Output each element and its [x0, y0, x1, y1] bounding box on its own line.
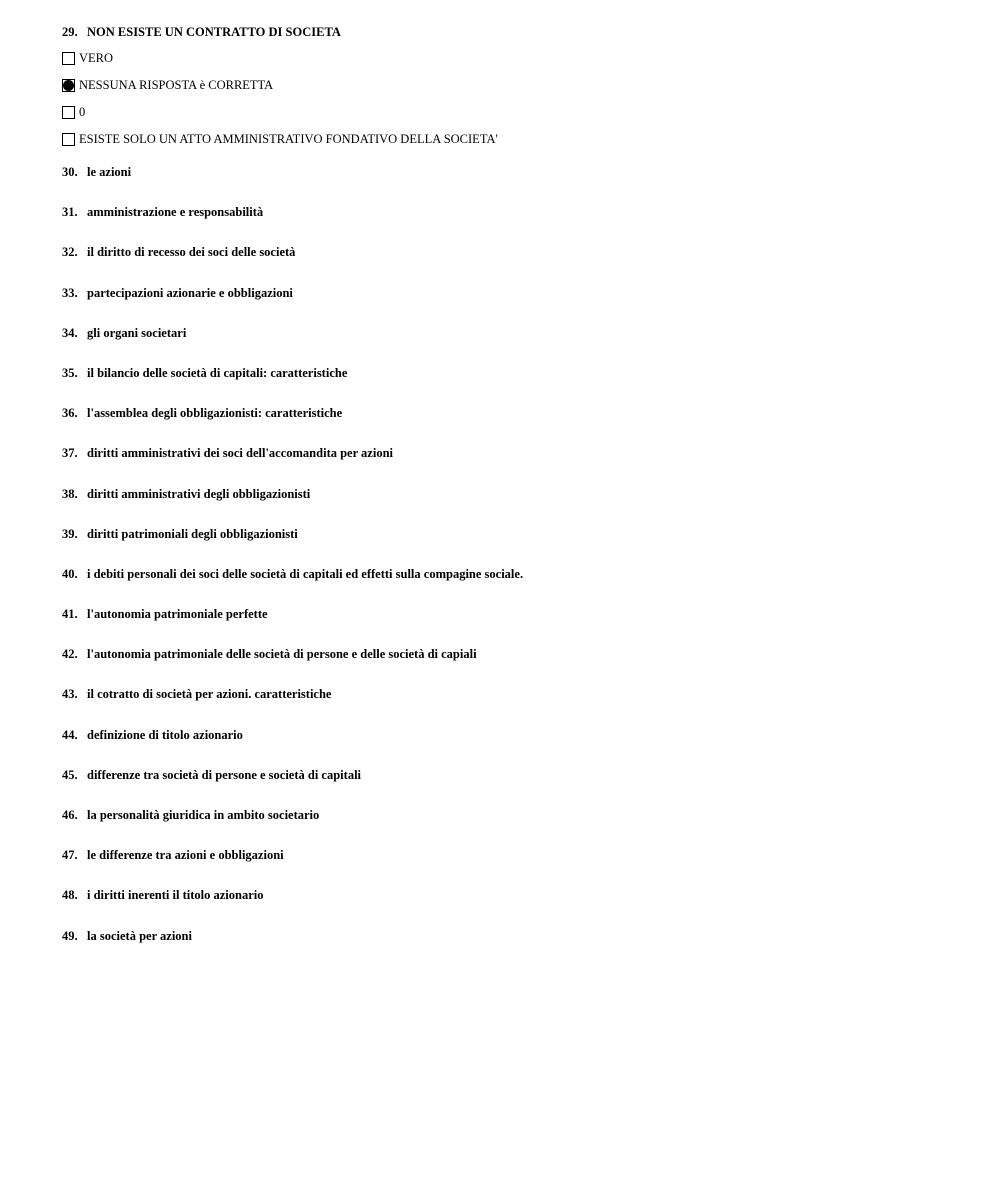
checkbox-icon[interactable]	[62, 133, 75, 146]
question-text: le azioni	[87, 165, 132, 179]
question-item	[62, 363, 962, 403]
question-number: 30.	[62, 165, 78, 179]
question-number: 37.	[62, 446, 78, 461]
question-number: 35.	[62, 365, 78, 380]
question-text: i diritti inerenti il titolo azionario	[87, 888, 264, 903]
checkbox-icon[interactable]	[62, 79, 75, 92]
question-text: il bilancio delle società di capitali: caratteristiche	[87, 365, 348, 380]
checkbox-icon[interactable]	[62, 52, 75, 65]
question-number: 43.	[62, 687, 78, 702]
question-number: 31.	[62, 205, 78, 220]
question-item	[62, 323, 962, 363]
question-text: l'autonomia patrimoniale delle società di persone e delle società di capiali	[87, 647, 477, 662]
question-number: 46.	[62, 808, 78, 822]
question-item	[62, 765, 962, 805]
question-number: 34.	[62, 325, 78, 340]
option-nessuna-risposta-corretta[interactable]	[62, 76, 962, 94]
question-text: diritti amministrativi degli obbligazionisti	[87, 486, 311, 501]
question-number: 49.	[62, 928, 78, 943]
question-number: 44.	[62, 727, 78, 742]
question-number: 32.	[62, 245, 78, 260]
question-item	[62, 484, 962, 524]
option-label: NESSUNA RISPOSTA è CORRETTA	[79, 77, 274, 92]
option-zero[interactable]	[62, 103, 962, 121]
option-vero[interactable]	[62, 49, 962, 67]
question-number: 33.	[62, 285, 78, 300]
question-item	[62, 845, 962, 885]
question-text: l'assemblea degli obbligazionisti: caratteristiche	[87, 406, 343, 421]
question-item	[62, 885, 962, 925]
question-item	[62, 564, 962, 604]
question-list	[62, 162, 962, 966]
question-text: il cotratto di società per azioni. caratteristiche	[87, 687, 332, 702]
option-label: VERO	[79, 50, 114, 65]
question-text: diritti amministrativi dei soci dell'accomandita per azioni	[87, 446, 393, 461]
question-item	[62, 604, 962, 644]
question-number: 36.	[62, 406, 78, 421]
question-number: 47.	[62, 848, 78, 863]
question-number: 38.	[62, 486, 78, 501]
question-number: 40.	[62, 566, 78, 581]
question-number: 45.	[62, 767, 78, 782]
question-text: gli organi societari	[87, 325, 187, 340]
option-label: ESISTE SOLO UN ATTO AMMINISTRATIVO FONDATIVO DELLA SOCIETA'	[79, 131, 498, 146]
question-item	[62, 403, 962, 443]
question-text: la personalità giuridica in ambito societario	[87, 808, 320, 822]
question-item	[62, 162, 962, 202]
question-text: l'autonomia patrimoniale perfette	[87, 607, 268, 622]
question-text: definizione di titolo azionario	[87, 727, 243, 742]
question-item	[62, 242, 962, 282]
answer-options	[62, 49, 962, 148]
question-item	[62, 283, 962, 323]
question-number: 29.	[62, 25, 78, 39]
question-text: NON ESISTE UN CONTRATTO DI SOCIETA	[87, 25, 341, 39]
question-text: il diritto di recesso dei soci delle società	[87, 245, 296, 260]
question-item	[62, 202, 962, 242]
question-number: 39.	[62, 526, 78, 541]
quiz-document	[62, 22, 962, 966]
option-atto-amministrativo[interactable]	[62, 130, 962, 148]
question-item	[62, 725, 962, 765]
question-29	[62, 22, 962, 42]
question-item	[62, 443, 962, 483]
question-text: la società per azioni	[87, 928, 192, 943]
option-label: 0	[79, 104, 86, 119]
question-text: amministrazione e responsabilità	[87, 205, 264, 220]
question-number: 48.	[62, 888, 78, 903]
question-item	[62, 684, 962, 724]
question-text: differenze tra società di persone e società di capitali	[87, 767, 362, 782]
question-text: diritti patrimoniali degli obbligazionisti	[87, 526, 298, 541]
question-item	[62, 524, 962, 564]
question-item	[62, 805, 962, 845]
question-number: 42.	[62, 647, 78, 662]
question-item	[62, 644, 962, 684]
checkbox-icon[interactable]	[62, 106, 75, 119]
question-text: le differenze tra azioni e obbligazioni	[87, 848, 284, 863]
question-text: partecipazioni azionarie e obbligazioni	[87, 285, 293, 300]
question-text: i debiti personali dei soci delle società di capitali ed effetti sulla compagine sociale.	[87, 566, 524, 581]
question-number: 41.	[62, 607, 78, 622]
question-item	[62, 926, 962, 966]
